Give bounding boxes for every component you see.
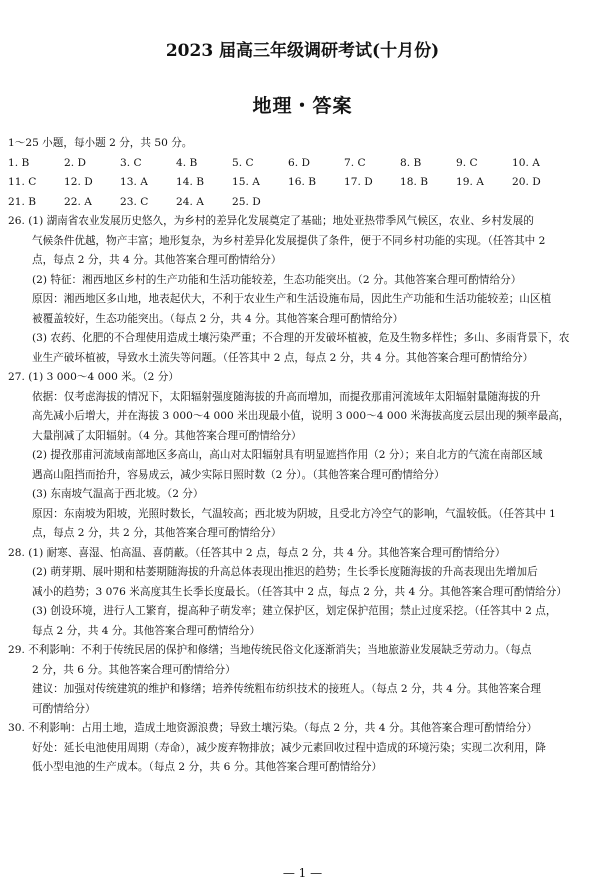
q30-text: 30. 不利影响：占用土地，造成土地资源浪费；导致土壤污染。（每点 2 分，共 4 分。其他答案合理可酌情给分） (8, 722, 538, 734)
q28-text: 28. (1) 耐寒、喜湿、怕高温、喜荫蔽。（任答其中 2 点，每点 2 分，共 4 分。其他答案合理可酌情给分） (8, 546, 506, 559)
q28-text: 减小的趋势；3 076 米高度其生长季长度最长。（任答其中 2 点，每点 2 分，共 4 分。其他答案合理可酌情给分） (32, 585, 567, 598)
exam-title: 2023 届高三年级调研考试(十月份) (165, 41, 440, 61)
q29-text: 建议：加强对传统建筑的维护和修缮；培养传统粗布纺织技术的接班人。（每点 2 分，共 4 分。其他答案合理 (32, 683, 541, 695)
mc-answer: 25. D (232, 195, 261, 208)
mc-answer: 12. D (64, 176, 93, 188)
mc-answer: 21. B (8, 195, 36, 208)
mc-answer-row (8, 193, 593, 213)
mc-answer: 7. C (344, 156, 366, 169)
subject-heading: 地理・答案 (252, 95, 353, 117)
q27-text: 大量削减了太阳辐射。（4 分。其他答案合理可酌情给分） (32, 429, 302, 442)
q29-text: 29. 不利影响：不利于传统民居的保护和修缮；当地传统民俗文化逐渐消失；当地旅游业发展缺乏劳动力。（每点 (8, 644, 532, 656)
q27-text: 依据：仅考虑海拔的情况下，太阳辐射强度随海拔的升高而增加，而提孜那甫河流域年太阳辐射量随海拔的升 (32, 390, 541, 403)
page-number: — 1 — (282, 866, 323, 880)
mc-answer: 4. B (176, 156, 198, 169)
q29-text: 2 分，共 6 分。其他答案合理可酌情给分） (32, 663, 236, 676)
q30-text: 好处：延长电池使用周期（寿命），减少废弃物排放；减少元素回收过程中造成的环境污染；实现二次利用，降 (32, 741, 546, 754)
q27-text: 27. (1) 3 000～4 000 米。（2 分） (8, 371, 179, 383)
q29-text: 可酌情给分） (32, 702, 96, 715)
mc-answer: 5. C (232, 156, 254, 169)
q27-text: 点，每点 2 分，共 2 分，其他答案合理可酌情给分） (32, 527, 282, 539)
q26-text: 业生产破坏植被，导致水土流失等问题。（任答其中 2 点，每点 2 分，共 4 分。其他答案合理可酌情给分） (32, 351, 534, 364)
mc-intro: 1～25 小题，每小题 2 分，共 50 分。 (8, 137, 193, 149)
mc-answer: 3. C (120, 156, 142, 169)
mc-answer: 20. D (512, 176, 541, 188)
q27-text: (3) 东南坡气温高于西北坡。（2 分） (32, 488, 204, 500)
mc-answer: 9. C (456, 156, 478, 169)
mc-answer: 11. C (8, 176, 37, 188)
q28-text: 每点 2 分，共 4 分。其他答案合理可酌情给分） (32, 624, 261, 637)
q26-text: 气候条件优越，物产丰富；地形复杂，为乡村差异化发展提供了条件，便于不同乡村功能的实现。（任答其中 2 (32, 234, 546, 247)
q27-text: 遇高山阻挡而抬升，容易成云，减少实际日照时数（2 分）。（其他答案合理可酌情给分） (32, 468, 445, 481)
mc-answer-row (8, 173, 593, 193)
q27-text: 原因：东南坡为阳坡，光照时数长，气温较高；西北坡为阴坡，且受北方冷空气的影响，气温较低。（任答其中 1 (32, 507, 556, 520)
mc-answer: 19. A (456, 176, 484, 188)
mc-answer: 17. D (344, 176, 373, 188)
q27-text: (2) 提孜那甫河流域南部地区多高山，高山对太阳辐射具有明显遮挡作用（2 分）；来自北方的气流在南部区域 (32, 449, 543, 461)
mc-answer: 23. C (120, 195, 149, 208)
q28-text: (3) 创设环境，进行人工繁育，提高种子萌发率；建立保护区，划定保护范围；禁止过度采挖。（任答其中 2 点， (32, 605, 557, 617)
mc-answer: 24. A (176, 195, 204, 208)
mc-answer: 8. B (400, 156, 422, 169)
q27-text: 高先减小后增大，并在海拔 3 000～4 000 米出现最小值，说明 3 000～4 000 米海拔高度云层出现的频率最高， (32, 410, 570, 422)
q26-text: (2) 特征：湘西地区乡村的生产功能和生活功能较差，生态功能突出。（2 分。其他答案合理可酌情给分） (32, 273, 522, 286)
q26-text: 点，每点 2 分，共 4 分。其他答案合理可酌情给分） (32, 254, 282, 266)
answer-body (8, 134, 593, 778)
q26-text: (3) 农药、化肥的不合理使用造成土壤污染严重；不合理的开发破坏植被，危及生物多样性；多山、多雨背景下，农 (32, 332, 570, 344)
mc-answer: 14. B (176, 176, 204, 188)
mc-answer: 13. A (120, 176, 148, 188)
mc-answer-row (8, 154, 593, 174)
mc-answer: 1. B (8, 156, 30, 169)
mc-answer: 10. A (512, 156, 540, 169)
q26-text: 被覆盖较好，生态功能突出。（每点 2 分，共 4 分。其他答案合理可酌情给分） (32, 312, 404, 325)
mc-answer: 2. D (64, 156, 86, 169)
mc-answer: 18. B (400, 176, 428, 188)
q26-text: 26. (1) 湖南省农业发展历史悠久，为乡村的差异化发展奠定了基础；地处亚热带季风气候区，农业、乡村发展的 (8, 215, 534, 227)
mc-answer: 6. D (288, 156, 310, 169)
mc-answer: 22. A (64, 195, 92, 208)
mc-answer: 15. A (232, 176, 260, 188)
q30-text: 低小型电池的生产成本。（每点 2 分，共 6 分。其他答案合理可酌情给分） (32, 761, 383, 773)
mc-answer: 16. B (288, 176, 316, 188)
q28-text: (2) 萌芽期、展叶期和枯萎期随海拔的升高总体表现出推迟的趋势；生长季长度随海拔的升高表现出先增加后 (32, 566, 538, 578)
q26-text: 原因：湘西地区多山地，地表起伏大，不利于农业生产和生活设施布局，因此生产功能和生活功能较差；山区植 (32, 293, 552, 305)
